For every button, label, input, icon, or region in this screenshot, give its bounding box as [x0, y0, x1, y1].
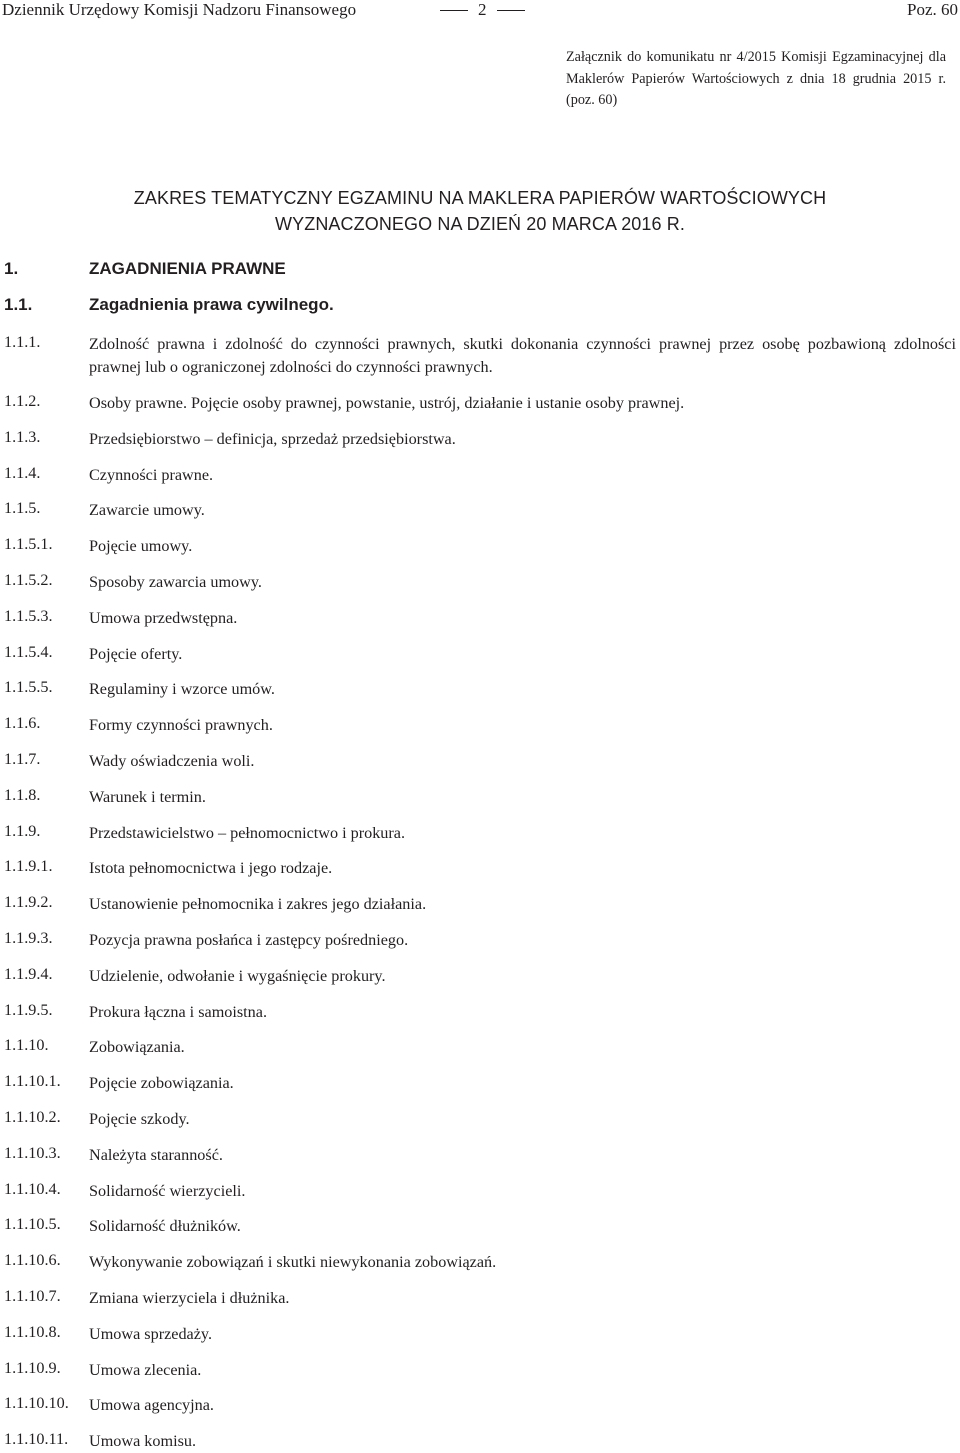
title-line-2: WYZNACZONEGO NA DZIEŃ 20 MARCA 2016 R. — [275, 214, 685, 234]
item-text: Umowa komisu. — [89, 1432, 197, 1451]
item-text: Istota pełnomocnictwa i jego rodzaje. — [89, 859, 333, 878]
page-header — [0, 0, 960, 24]
item-text: Regulaminy i wzorce umów. — [89, 680, 275, 699]
item-number: 1.1.10.10. — [4, 1394, 69, 1413]
item-text: Wady oświadczenia woli. — [89, 752, 255, 770]
item-text: Udzielenie, odwołanie i wygaśnięcie prokury. — [89, 966, 386, 985]
item-text: Umowa zlecenia. — [89, 1360, 202, 1379]
page-number-block — [440, 0, 525, 20]
item-number: 1.1.5. — [4, 499, 41, 518]
item-number: 1.1.10.8. — [4, 1322, 61, 1341]
item-text: Ustanowienie pełnomocnika i zakres jego działania. — [89, 895, 427, 914]
item-number: 1.1.10.11. — [4, 1430, 69, 1449]
item-text: Czynności prawne. — [89, 465, 214, 484]
item-text: Zdolność prawna i zdolność do czynności prawnych, skutki dokonania czynności prawnej przez osobę pozbawioną zdolności prawnej lub o ograniczonej zdolności do czynności prawnych. — [89, 335, 956, 376]
item-text: Osoby prawne. Pojęcie osoby prawnej, powstanie, ustrój, działanie i ustanie osoby prawnej. — [89, 394, 685, 412]
item-number: 1.1.10.5. — [4, 1215, 61, 1234]
item-number: 1.1.10.9. — [4, 1358, 61, 1377]
item-number: 1.1.5.5. — [4, 678, 53, 697]
item-text: Zawarcie umowy. — [89, 501, 205, 520]
item-text: Solidarność wierzycieli. — [89, 1181, 246, 1200]
item-number: 1.1.6. — [4, 714, 41, 733]
section-heading — [4, 259, 286, 279]
subsection-label: Zagadnienia prawa cywilnego. — [89, 295, 334, 314]
item-text: Przedstawicielstwo – pełnomocnictwo i prokura. — [89, 823, 406, 842]
item-text: Umowa przedwstępna. — [89, 608, 238, 627]
item-text: Należyta staranność. — [89, 1145, 223, 1164]
page-number: 2 — [478, 0, 487, 19]
item-text: Zmiana wierzyciela i dłużnika. — [89, 1289, 290, 1307]
section-number: 1. — [4, 259, 19, 278]
section-label: ZAGADNIENIA PRAWNE — [89, 259, 286, 278]
item-number: 1.1.3. — [4, 427, 41, 446]
journal-title: Dziennik Urzędowy Komisji Nadzoru Finansowego — [2, 0, 357, 19]
position-number: Poz. 60 — [907, 0, 958, 19]
item-number: 1.1.9. — [4, 821, 41, 840]
item-text: Formy czynności prawnych. — [89, 716, 273, 735]
item-number: 1.1.5.2. — [4, 571, 53, 589]
item-text: Umowa agencyjna. — [89, 1396, 214, 1415]
item-number: 1.1.9.1. — [4, 857, 53, 876]
item-text: Umowa sprzedaży. — [89, 1324, 213, 1343]
subsection-heading — [4, 295, 334, 315]
item-number: 1.1.10. — [4, 1036, 49, 1055]
item-number: 1.1.7. — [4, 750, 41, 768]
item-text: Pojęcie oferty. — [89, 644, 183, 663]
item-text: Solidarność dłużników. — [89, 1217, 241, 1236]
item-text: Sposoby zawarcia umowy. — [89, 573, 262, 591]
title-line-1: ZAKRES TEMATYCZNY EGZAMINU NA MAKLERA PAPIERÓW WARTOŚCIOWYCH — [133, 188, 827, 208]
dash-right — [497, 10, 525, 11]
item-text: Zobowiązania. — [89, 1038, 185, 1057]
item-number: 1.1.1. — [4, 333, 41, 351]
item-text: Wykonywanie zobowiązań i skutki niewykonania zobowiązań. — [89, 1253, 497, 1272]
item-number: 1.1.10.3. — [4, 1143, 61, 1162]
item-number: 1.1.10.6. — [4, 1251, 61, 1270]
item-text: Pozycja prawna posłańca i zastępcy pośredniego. — [89, 931, 409, 949]
item-number: 1.1.2. — [4, 392, 41, 410]
item-number: 1.1.9.2. — [4, 893, 53, 912]
item-text: Pojęcie szkody. — [89, 1110, 190, 1128]
item-number: 1.1.10.4. — [4, 1179, 61, 1198]
item-text: Pojęcie zobowiązania. — [89, 1074, 234, 1093]
item-text: Przedsiębiorstwo – definicja, sprzedaż przedsiębiorstwa. — [89, 429, 456, 448]
item-number: 1.1.4. — [4, 463, 41, 482]
subsection-number: 1.1. — [4, 295, 33, 314]
item-number: 1.1.10.1. — [4, 1072, 61, 1091]
item-number: 1.1.5.4. — [4, 642, 53, 661]
document-title — [0, 185, 960, 237]
item-number: 1.1.9.3. — [4, 929, 53, 947]
item-number: 1.1.5.3. — [4, 606, 53, 625]
item-text: Warunek i termin. — [89, 787, 206, 806]
item-number: 1.1.8. — [4, 785, 41, 804]
attachment-note: Załącznik do komunikatu nr 4/2015 Komisji Egzaminacyjnej dla Maklerów Papierów Wartościowych z dnia 18 grudnia 2015 r. (poz. 60) — [566, 49, 946, 108]
item-number: 1.1.10.7. — [4, 1287, 61, 1305]
item-number: 1.1.9.4. — [4, 964, 53, 983]
item-number: 1.1.5.1. — [4, 535, 53, 554]
item-text: Pojęcie umowy. — [89, 537, 193, 556]
dash-left — [440, 10, 468, 11]
item-number: 1.1.9.5. — [4, 1000, 53, 1019]
item-number: 1.1.10.2. — [4, 1108, 61, 1126]
item-text: Prokura łączna i samoistna. — [89, 1002, 268, 1021]
